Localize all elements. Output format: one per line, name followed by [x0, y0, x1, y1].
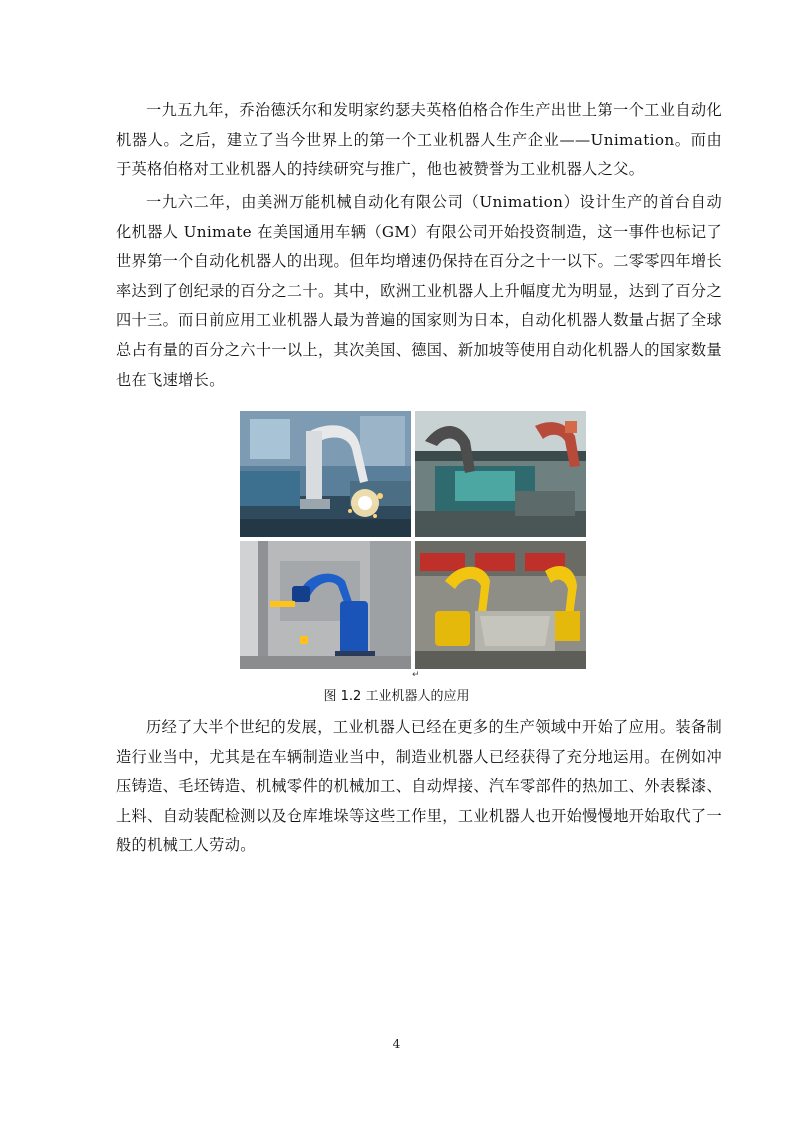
paragraph-applications: 历经了大半个世纪的发展，工业机器人已经在更多的生产领域中开始了应用。装备制造行业当中，尤其是在车辆制造业当中，制造业机器人已经获得了充分地运用。在例如冲压铸造、毛坯铸造、机械零件的机械加工、自动焊接、汽车零部件的热加工、外表髹漆、上料、自动装配检测以及仓库堆垛等这些工作里，工业机器人也开始慢慢地开始取代了一般的机械工人劳动。 — [116, 718, 722, 855]
welding-robot-photo — [240, 411, 411, 537]
figure-caption: 图 1.2 工业机器人的应用 — [323, 689, 470, 704]
paragraph-mark: ↵ — [412, 670, 420, 680]
paragraph-unimate-growth: 一九六二年，由美洲万能机械自动化有限公司（Unimation）设计生产的首台自动化机器人 Unimate 在美国通用车辆（GM）有限公司开始投资制造，这一事件也标记了世界第一个自动化机器人的出现。但年均增速仍保持在百分之十一以下。二零零四年增长率达到了创纪录的百分之二十。其中，欧洲工业机器人上升幅度尤为明显，达到了百分之四十三。而日前应用工业机器人最为普遍的国家则为日本，自动化机器人数量占据了全球总占有量的百分之六十一以上，其次美国、德国、新加坡等使用自动化机器人的国家数量也在飞速增长。 — [116, 193, 722, 389]
page-number: 4 — [392, 1037, 401, 1051]
blue-robot-arm-photo — [240, 541, 411, 669]
welding-cell-photo — [415, 411, 586, 537]
paragraph-unimation-history: 一九五九年，乔治德沃尔和发明家约瑟夫英格伯格合作生产出世上第一个工业自动化机器人。之后，建立了当今世界上的第一个工业机器人生产企业——Unimation。而由于英格伯格对工业机器人的持续研究与推广，他也被赞誉为工业机器人之父。 — [116, 101, 722, 179]
robot-applications-figure — [240, 411, 586, 669]
yellow-robot-arms-photo — [415, 541, 586, 669]
